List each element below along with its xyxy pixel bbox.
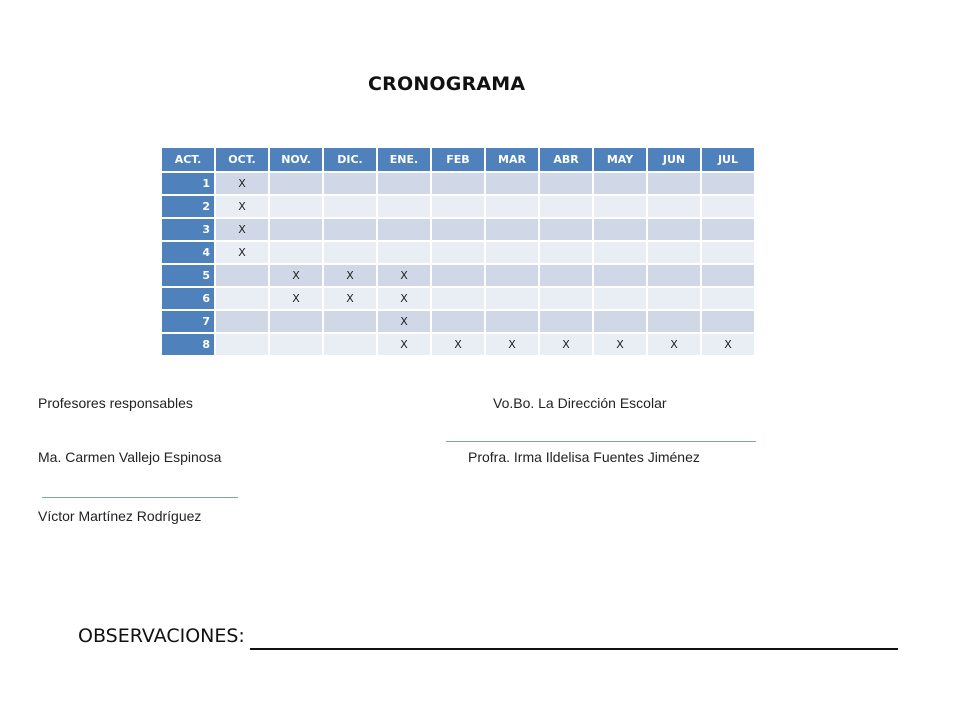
- table-row: [161, 218, 755, 241]
- schedule-cell: [431, 195, 485, 218]
- schedule-cell: [431, 172, 485, 195]
- activity-number: 7: [161, 310, 215, 333]
- activity-number: 6: [161, 287, 215, 310]
- schedule-cell: X: [701, 333, 755, 356]
- schedule-cell: X: [377, 287, 431, 310]
- table-header-row: [161, 147, 755, 172]
- schedule-cell: [377, 172, 431, 195]
- table-row: [161, 310, 755, 333]
- schedule-cell: [647, 218, 701, 241]
- schedule-cell: [647, 195, 701, 218]
- schedule-cell: [485, 195, 539, 218]
- schedule-cell: [701, 287, 755, 310]
- schedule-cell: [593, 195, 647, 218]
- schedule-cell: [377, 195, 431, 218]
- header-jun: JUN: [647, 147, 701, 172]
- schedule-cell: [539, 264, 593, 287]
- header-dic: DIC.: [323, 147, 377, 172]
- schedule-cell: [539, 287, 593, 310]
- schedule-cell: X: [323, 264, 377, 287]
- schedule-cell: [431, 310, 485, 333]
- schedule-cell: [647, 241, 701, 264]
- header-nov: NOV.: [269, 147, 323, 172]
- schedule-cell: [593, 264, 647, 287]
- schedule-cell: [485, 241, 539, 264]
- schedule-cell: [431, 264, 485, 287]
- header-act: ACT.: [161, 147, 215, 172]
- schedule-cell: [431, 241, 485, 264]
- schedule-cell: [323, 310, 377, 333]
- schedule-cell: X: [485, 333, 539, 356]
- observations-line: [250, 648, 898, 650]
- schedule-cell: [701, 264, 755, 287]
- schedule-cell: [701, 310, 755, 333]
- activity-number: 4: [161, 241, 215, 264]
- schedule-cell: [269, 333, 323, 356]
- schedule-cell: X: [269, 264, 323, 287]
- schedule-cell: [269, 172, 323, 195]
- header-oct: OCT.: [215, 147, 269, 172]
- schedule-cell: X: [215, 195, 269, 218]
- activity-number: 5: [161, 264, 215, 287]
- schedule-cell: [431, 287, 485, 310]
- schedule-cell: [647, 264, 701, 287]
- schedule-cell: [647, 310, 701, 333]
- activity-number: 2: [161, 195, 215, 218]
- activity-number: 3: [161, 218, 215, 241]
- schedule-cell: X: [647, 333, 701, 356]
- header-may: MAY: [593, 147, 647, 172]
- schedule-cell: [647, 172, 701, 195]
- schedule-cell: [539, 172, 593, 195]
- schedule-cell: [485, 310, 539, 333]
- schedule-cell: [323, 172, 377, 195]
- schedule-cell: [701, 195, 755, 218]
- schedule-cell: [323, 218, 377, 241]
- schedule-cell: [701, 172, 755, 195]
- header-ene: ENE.: [377, 147, 431, 172]
- schedule-cell: X: [377, 333, 431, 356]
- schedule-cell: [593, 172, 647, 195]
- table-row: [161, 172, 755, 195]
- schedule-cell: [377, 218, 431, 241]
- schedule-cell: [485, 264, 539, 287]
- header-mar: MAR: [485, 147, 539, 172]
- header-jul: JUL: [701, 147, 755, 172]
- director-signature-line: [446, 441, 756, 442]
- schedule-table: [160, 146, 756, 357]
- schedule-cell: [593, 287, 647, 310]
- schedule-cell: [377, 241, 431, 264]
- schedule-cell: X: [215, 218, 269, 241]
- approval-label: Vo.Bo. La Dirección Escolar: [493, 395, 667, 411]
- teacher-name-1: Ma. Carmen Vallejo Espinosa: [38, 449, 222, 465]
- schedule-cell: [431, 218, 485, 241]
- schedule-cell: [593, 218, 647, 241]
- table-row: [161, 241, 755, 264]
- schedule-cell: X: [539, 333, 593, 356]
- schedule-cell: [539, 218, 593, 241]
- responsible-teachers-label: Profesores responsables: [38, 395, 193, 411]
- table-row: [161, 287, 755, 310]
- schedule-cell: X: [377, 310, 431, 333]
- schedule-cell: X: [215, 172, 269, 195]
- schedule-cell: [215, 333, 269, 356]
- schedule-cell: [593, 241, 647, 264]
- schedule-cell: [215, 310, 269, 333]
- activity-number: 8: [161, 333, 215, 356]
- schedule-cell: [269, 241, 323, 264]
- table-row: [161, 264, 755, 287]
- schedule-cell: [539, 195, 593, 218]
- schedule-cell: [485, 218, 539, 241]
- schedule-cell: X: [323, 287, 377, 310]
- schedule-cell: [485, 287, 539, 310]
- schedule-cell: [485, 172, 539, 195]
- schedule-cell: X: [593, 333, 647, 356]
- schedule-cell: [593, 310, 647, 333]
- schedule-cell: X: [269, 287, 323, 310]
- teacher-signature-line: [42, 497, 238, 498]
- table-row: [161, 195, 755, 218]
- schedule-cell: [539, 241, 593, 264]
- header-feb: FEB: [431, 147, 485, 172]
- schedule-cell: [323, 195, 377, 218]
- activity-number: 1: [161, 172, 215, 195]
- schedule-cell: [323, 333, 377, 356]
- schedule-cell: X: [377, 264, 431, 287]
- schedule-cell: X: [431, 333, 485, 356]
- schedule-cell: [215, 264, 269, 287]
- observations-label: OBSERVACIONES:: [78, 625, 245, 647]
- schedule-cell: [269, 218, 323, 241]
- schedule-cell: [647, 287, 701, 310]
- table-row: [161, 333, 755, 356]
- schedule-cell: [269, 310, 323, 333]
- page-title: CRONOGRAMA: [368, 73, 526, 95]
- schedule-cell: [701, 241, 755, 264]
- director-name: Profra. Irma Ildelisa Fuentes Jiménez: [468, 449, 700, 465]
- schedule-cell: [215, 287, 269, 310]
- header-abr: ABR: [539, 147, 593, 172]
- schedule-cell: [323, 241, 377, 264]
- teacher-name-2: Víctor Martínez Rodríguez: [38, 508, 202, 524]
- schedule-cell: [701, 218, 755, 241]
- schedule-cell: [269, 195, 323, 218]
- schedule-cell: X: [215, 241, 269, 264]
- schedule-cell: [539, 310, 593, 333]
